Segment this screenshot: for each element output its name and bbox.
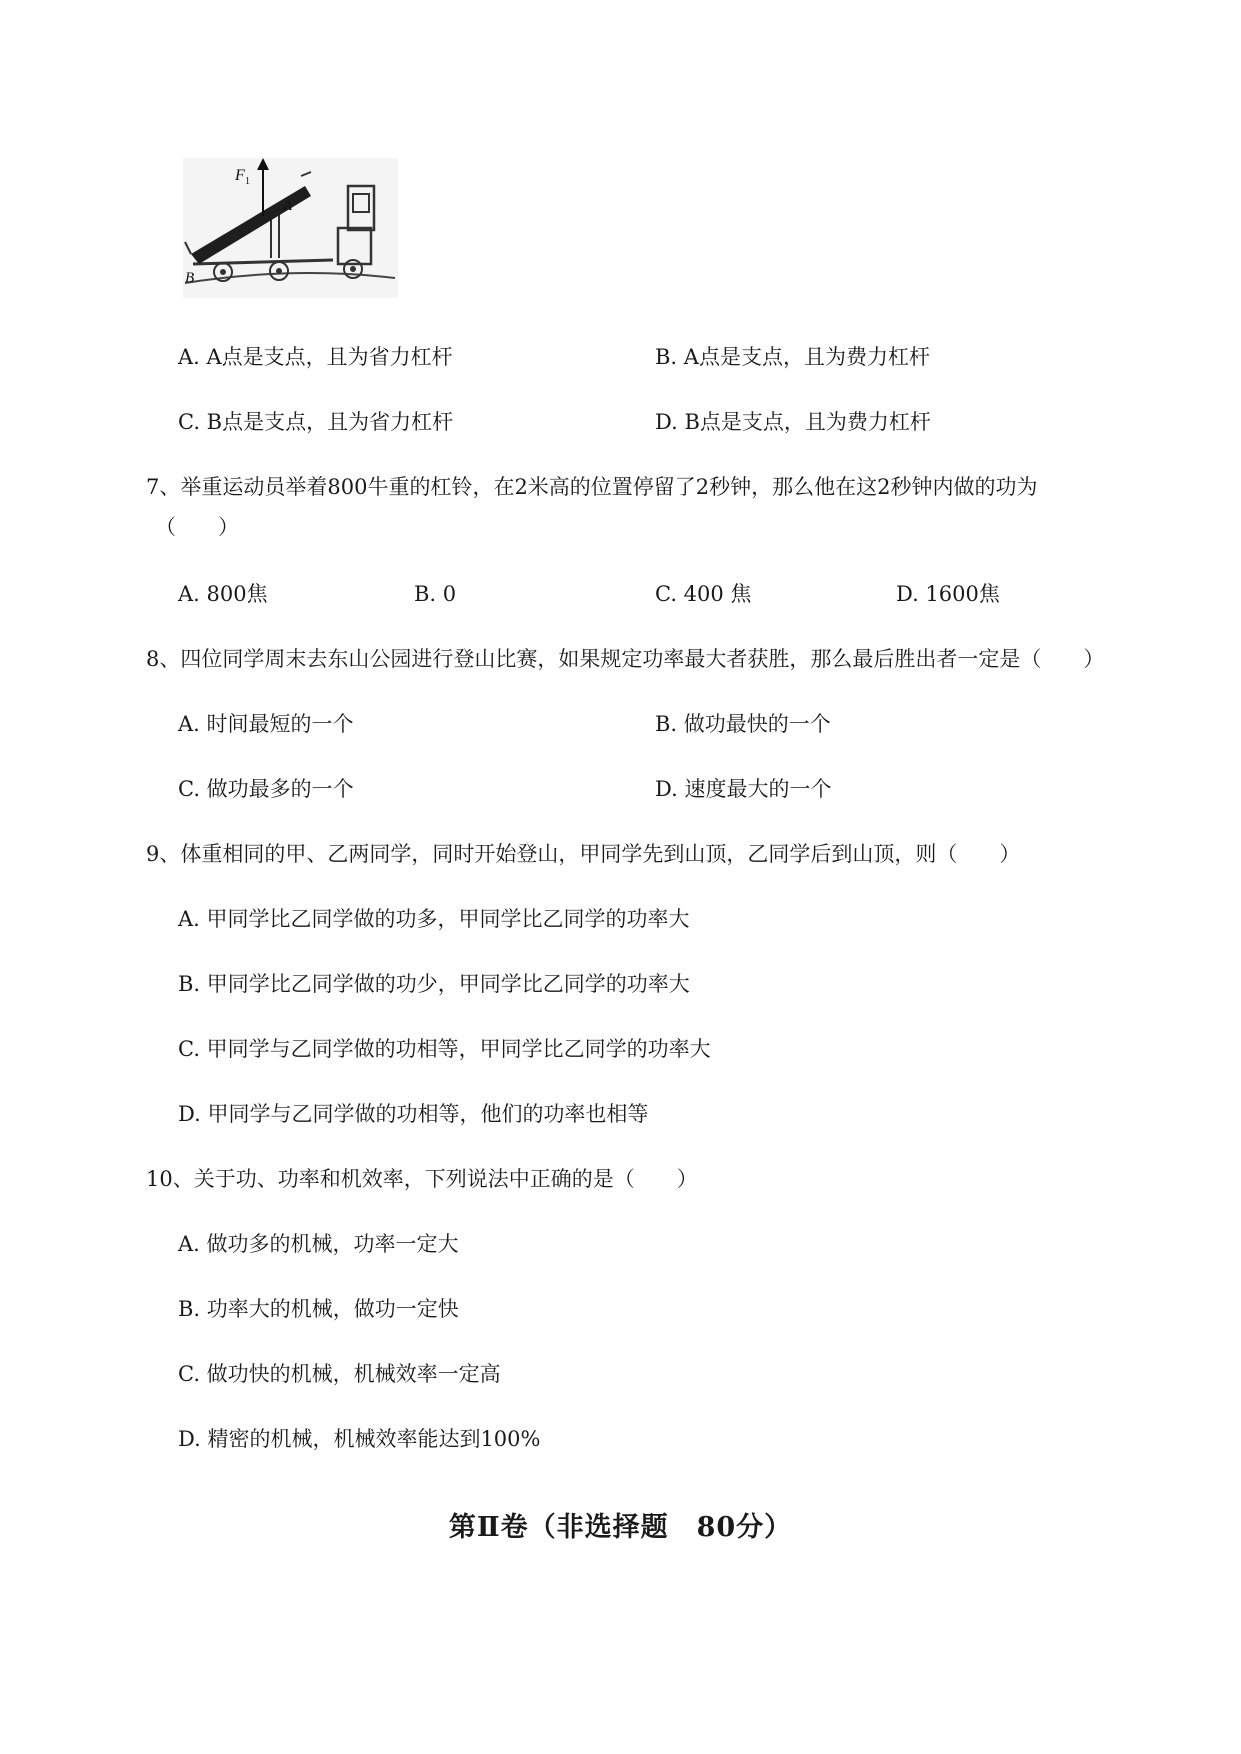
- q10-stem: 10、关于功、功率和机效率，下列说法中正确的是（ ）: [146, 1167, 698, 1191]
- q7-option-c: C. 400 焦: [655, 582, 752, 606]
- q6-option-d: D. B点是支点，且为费力杠杆: [655, 410, 931, 434]
- q10-option-a: A. 做功多的机械，功率一定大: [178, 1232, 459, 1256]
- q9-option-a: A. 甲同学比乙同学做的功多，甲同学比乙同学的功率大: [178, 907, 690, 931]
- q6-option-c: C. B点是支点，且为省力杠杆: [178, 410, 454, 434]
- q6-option-b: B. A点是支点，且为费力杠杆: [655, 345, 930, 369]
- label-b: B: [185, 270, 195, 286]
- q8-option-b: B. 做功最快的一个: [655, 712, 831, 736]
- q7-option-a: A. 800焦: [178, 582, 268, 606]
- q10-option-b: B. 功率大的机械，做功一定快: [178, 1297, 459, 1321]
- q7-stem: 7、举重运动员举着800牛重的杠铃，在2米高的位置停留了2秒钟，那么他在这2秒钟内做的功为: [146, 475, 1038, 499]
- q7-stem-continued: （ ）: [155, 515, 239, 539]
- label-f-subscript: 1: [245, 176, 250, 187]
- q8-option-a: A. 时间最短的一个: [178, 712, 354, 736]
- q9-stem: 9、体重相同的甲、乙两同学，同时开始登山，甲同学先到山顶，乙同学后到山顶，则（ ）: [146, 842, 1021, 866]
- q8-option-c: C. 做功最多的一个: [178, 777, 354, 801]
- q8-stem: 8、四位同学周末去东山公园进行登山比赛，如果规定功率最大者获胜，那么最后胜出者一定是（ ）: [146, 647, 1105, 671]
- q9-option-c: C. 甲同学与乙同学做的功相等，甲同学比乙同学的功率大: [178, 1037, 711, 1061]
- q8-option-d: D. 速度最大的一个: [655, 777, 832, 801]
- label-f: F: [235, 167, 245, 184]
- lever-truck-figure: [183, 158, 398, 298]
- q9-option-b: B. 甲同学比乙同学做的功少，甲同学比乙同学的功率大: [178, 972, 690, 996]
- q7-option-d: D. 1600焦: [896, 582, 1000, 606]
- q9-option-d: D. 甲同学与乙同学做的功相等，他们的功率也相等: [178, 1102, 649, 1126]
- q7-option-b: B. 0: [414, 582, 457, 606]
- section-title: 第Ⅱ卷（非选择题 80分）: [448, 1512, 793, 1543]
- q10-option-d: D. 精密的机械，机械效率能达到100%: [178, 1427, 541, 1451]
- label-a: A: [283, 198, 293, 214]
- q6-option-a: A. A点是支点，且为省力杠杆: [178, 345, 453, 369]
- q10-option-c: C. 做功快的机械，机械效率一定高: [178, 1362, 501, 1386]
